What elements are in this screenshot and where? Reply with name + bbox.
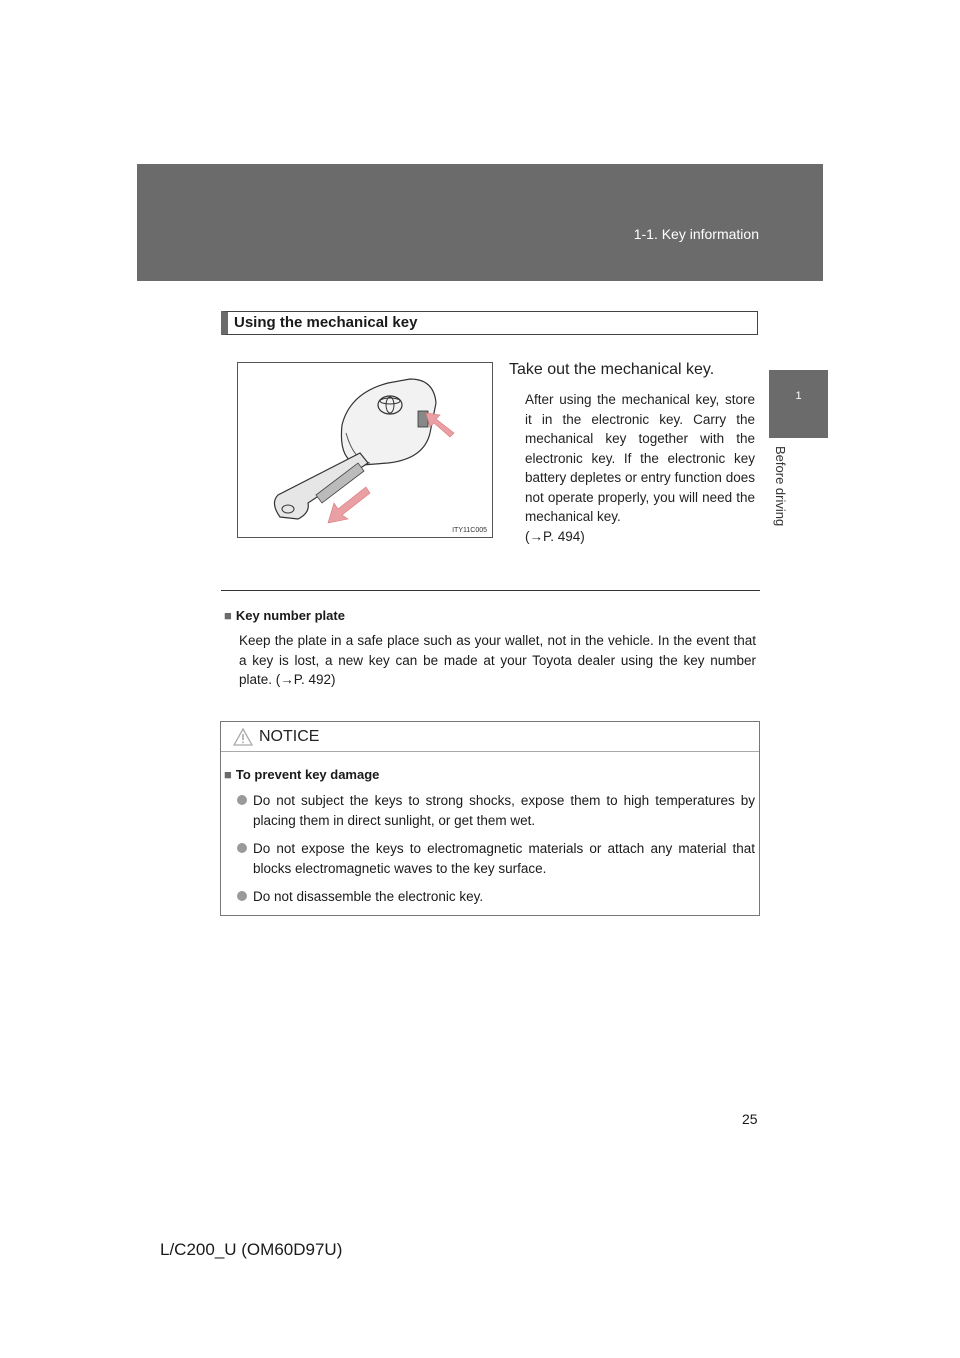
- page-number: 25: [742, 1111, 758, 1127]
- square-bullet-icon: ■: [224, 608, 232, 623]
- footer-code: L/C200_U (OM60D97U): [160, 1240, 343, 1259]
- notice-header: [221, 722, 759, 752]
- divider: [221, 590, 760, 591]
- header-band: [137, 164, 823, 281]
- notice-bullet: [237, 791, 755, 830]
- mechanical-key-icon: [274, 453, 368, 519]
- step-instruction: Take out the mechanical key.: [509, 361, 715, 378]
- key-illustration: [237, 362, 493, 538]
- bullet-dot-icon: [237, 891, 247, 901]
- bullet-text: Do not disassemble the electronic key.: [253, 889, 484, 904]
- notice-subheading: [224, 767, 379, 782]
- step-detail: [525, 390, 755, 546]
- notice-title: NOTICE: [259, 728, 320, 745]
- bullet-dot-icon: [237, 843, 247, 853]
- square-bullet-icon: ■: [224, 767, 232, 782]
- warning-triangle-icon: [233, 728, 253, 746]
- step-reference: (→P. 494): [525, 528, 585, 544]
- section-heading: Using the mechanical key: [221, 311, 758, 335]
- bullet-text: Do not expose the keys to electromagnetic materials or attach any material that blocks electromagnetic waves to the key surface.: [253, 841, 755, 876]
- chapter-label: Before driving: [773, 446, 788, 527]
- figure-code: ITY11C005: [452, 527, 487, 534]
- note-text: Keep the plate in a safe place such as your wallet, not in the vehicle. In the event that a key is lost, a new key can be made at your Toyota dealer using the key number plate. (→P. 492): [239, 633, 756, 687]
- step-detail-text: After using the mechanical key, store it in the electronic key. Carry the mechanical key together with the electronic key. If the electronic key battery depletes or entry function does not operate properly, you will need the mechanical key.: [525, 392, 755, 524]
- bullet-dot-icon: [237, 795, 247, 805]
- mechanical-key-drawing: [238, 363, 492, 537]
- notice-box: [220, 721, 760, 916]
- electronic-key-icon: [341, 379, 436, 465]
- notice-bullet: [237, 887, 755, 907]
- section-title: 1-1. Key information: [633, 226, 759, 242]
- chapter-tab: [769, 370, 828, 438]
- notice-bullets: [237, 791, 755, 916]
- notice-subheading-text: To prevent key damage: [235, 767, 380, 782]
- key-number-plate-note: [224, 608, 756, 690]
- note-heading: [224, 608, 756, 623]
- note-heading-text: Key number plate: [235, 608, 345, 623]
- notice-bullet: [237, 839, 755, 878]
- chapter-number: 1: [795, 390, 802, 402]
- bullet-text: Do not subject the keys to strong shocks, expose them to high temperatures by placing them in direct sunlight, or get them wet.: [253, 793, 755, 828]
